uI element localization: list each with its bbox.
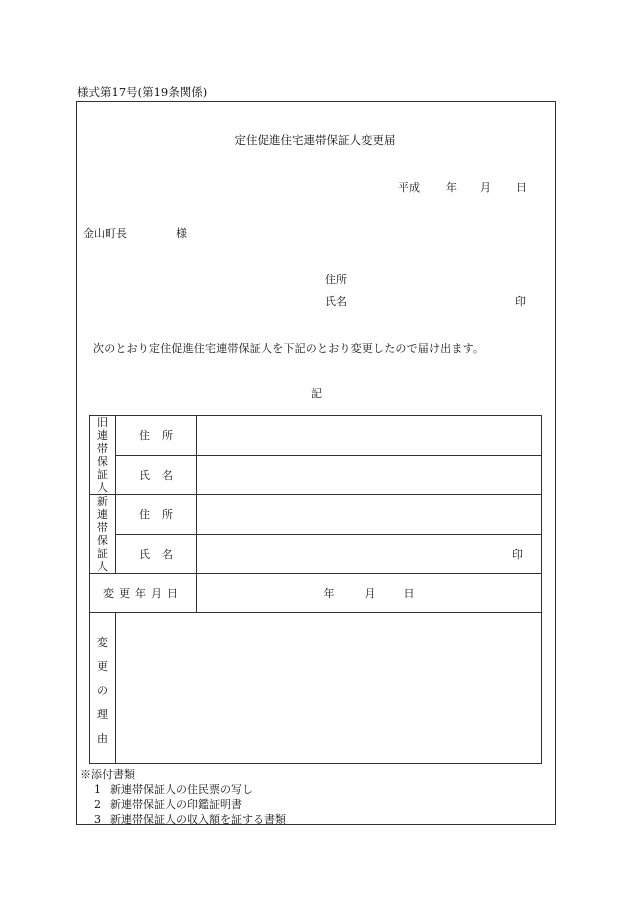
applicant-address-label: 住所 xyxy=(325,273,347,286)
table-row xyxy=(90,416,542,456)
change-date-field[interactable] xyxy=(197,574,542,613)
guarantor-table xyxy=(89,415,542,764)
applicant-name-label: 氏名 xyxy=(325,295,347,308)
list-item: 3 新連帯保証人の収入額を証する書類 xyxy=(94,813,286,826)
change-date-year: 年 xyxy=(323,587,335,600)
change-date-month: 月 xyxy=(364,587,376,600)
old-name-label: 氏名 xyxy=(116,455,197,495)
table-row xyxy=(90,574,542,613)
old-name-field[interactable] xyxy=(197,455,542,495)
change-date-label: 変更年月日 xyxy=(90,574,197,613)
date-month-unit: 月 xyxy=(480,181,491,194)
document-title: 定住促進住宅連帯保証人変更届 xyxy=(234,133,396,147)
attachments-heading: ※添付書類 xyxy=(80,768,135,781)
table-row xyxy=(90,534,542,574)
new-address-label: 住所 xyxy=(116,495,197,535)
table-row xyxy=(90,613,542,764)
old-address-field[interactable] xyxy=(197,416,542,456)
date-era: 平成 xyxy=(398,181,420,194)
reason-label: 変 更 の 理 由 xyxy=(90,613,116,764)
applicant-seal: 印 xyxy=(515,295,526,308)
reason-field[interactable] xyxy=(116,613,542,764)
date-day-unit: 日 xyxy=(516,181,527,194)
table-row xyxy=(90,455,542,495)
new-address-field[interactable] xyxy=(197,495,542,535)
date-year-unit: 年 xyxy=(446,181,457,194)
change-date-day: 日 xyxy=(403,587,415,600)
list-item: 2 新連帯保証人の印鑑証明書 xyxy=(94,798,242,811)
old-guarantor-label: 旧 連 帯 保 証 人 xyxy=(90,416,116,495)
new-name-label: 氏名 xyxy=(116,534,197,574)
addressee-honorific: 様 xyxy=(176,227,187,240)
declaration-text: 次のとおり定住促進住宅連帯保証人を下記のとおり変更したので届け出ます。 xyxy=(93,342,485,355)
new-guarantor-seal: 印 xyxy=(512,547,523,561)
list-item: 1 新連帯保証人の住民票の写し xyxy=(94,783,253,796)
addressee-name: 金山町長 xyxy=(83,227,127,240)
old-address-label: 住所 xyxy=(116,416,197,456)
new-name-field[interactable] xyxy=(197,534,542,574)
form-number: 様式第17号(第19条関係) xyxy=(77,85,208,99)
new-guarantor-label: 新 連 帯 保 証 人 xyxy=(90,495,116,574)
ki-marker: 記 xyxy=(311,387,322,400)
table-row xyxy=(90,495,542,535)
